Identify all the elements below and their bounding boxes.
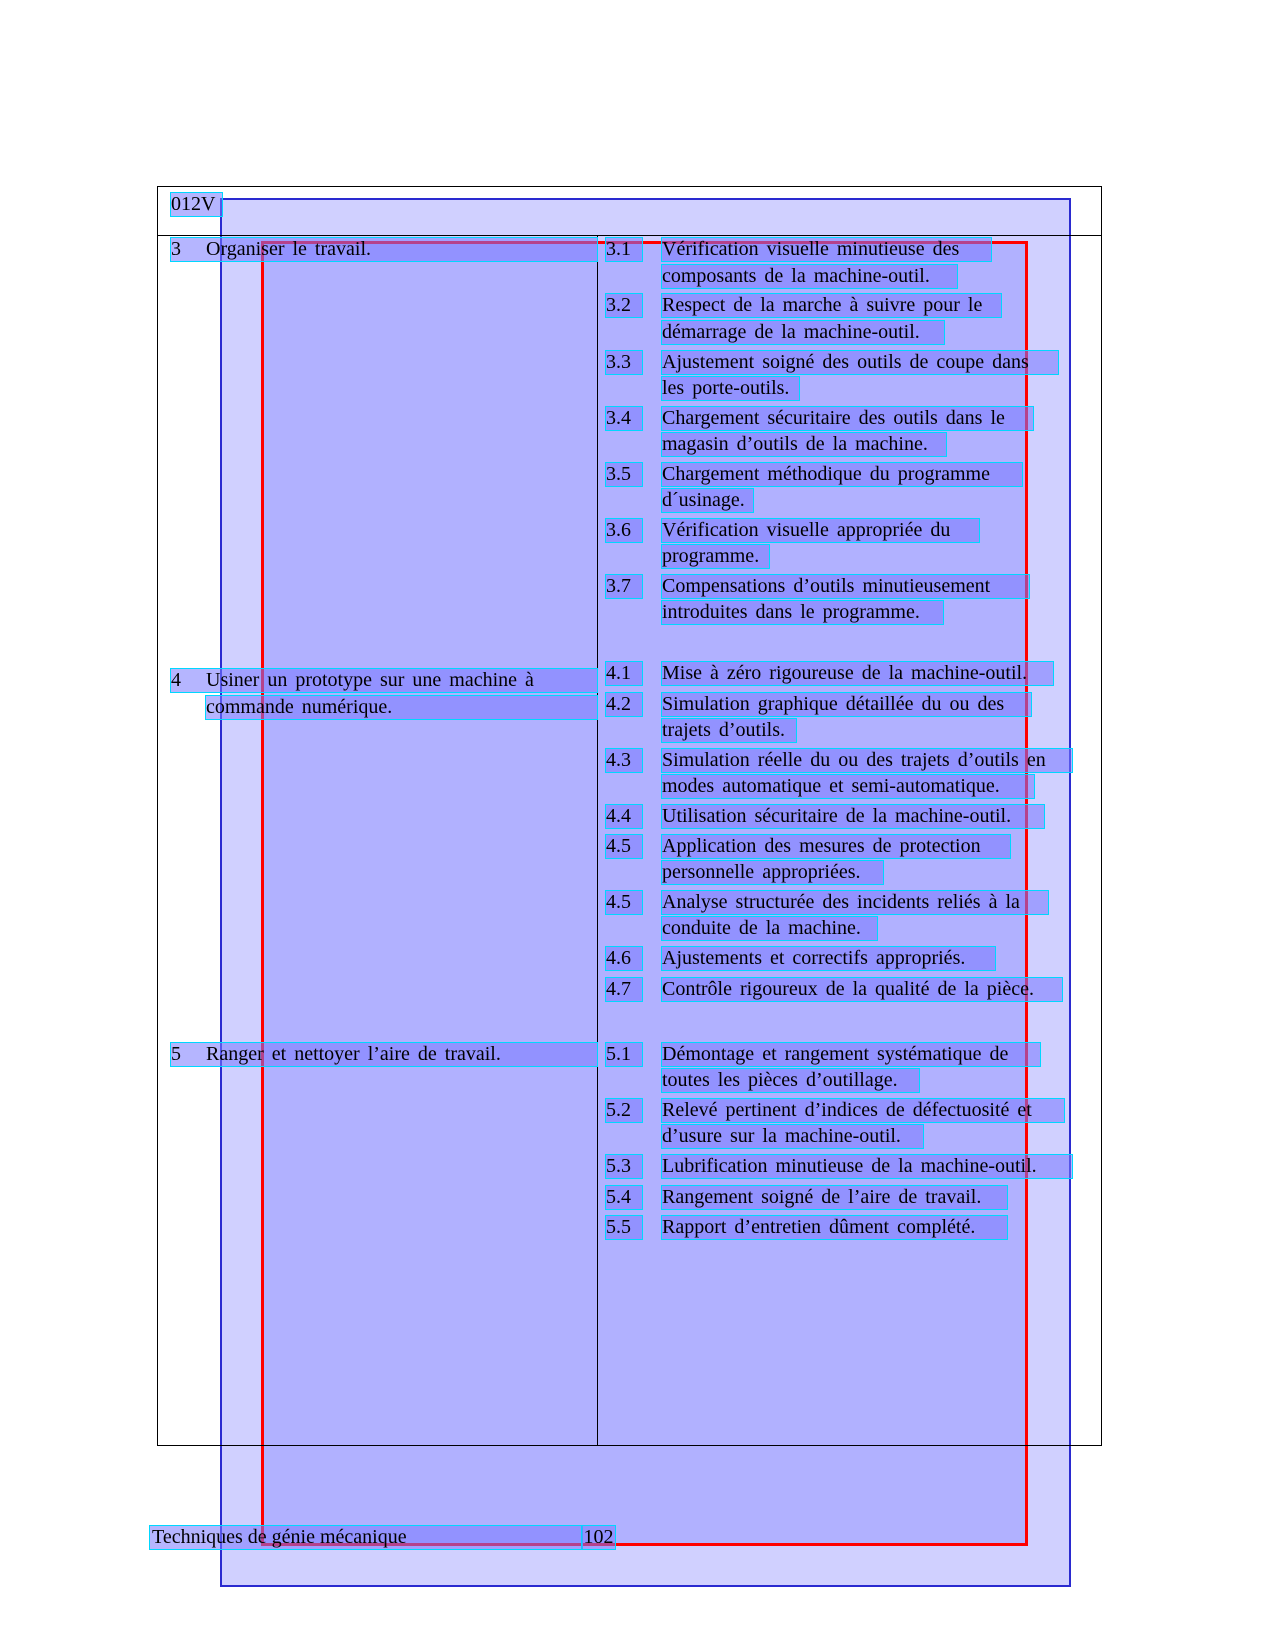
criterion-number: 5.5 — [606, 1216, 642, 1239]
criterion-text: Lubrification minutieuse de la machine-outil. — [662, 1155, 1072, 1178]
criterion-text: conduite de la machine. — [662, 917, 877, 940]
criterion-number: 3.2 — [606, 294, 642, 317]
criterion-text: composants de la machine-outil. — [662, 265, 957, 288]
criterion-number: 3.1 — [606, 238, 642, 261]
code-label: 012V — [171, 193, 222, 216]
column-divider — [597, 236, 598, 1446]
criterion-text: Compensations d’outils minutieusement — [662, 575, 1029, 598]
criterion-number: 3.3 — [606, 351, 642, 374]
criterion-number: 5.1 — [606, 1043, 642, 1066]
criterion-number: 4.7 — [606, 978, 642, 1001]
element-text: Usiner un prototype sur une machine à — [206, 669, 534, 691]
criterion-text: d’usure sur la machine-outil. — [662, 1125, 923, 1148]
criterion-text: Simulation graphique détaillée du ou des — [662, 693, 1031, 716]
criterion-text: Ajustements et correctifs appropriés. — [662, 947, 995, 970]
element-number: 4 — [171, 669, 181, 691]
criterion-text: Rangement soigné de l’aire de travail. — [662, 1186, 1007, 1209]
criterion-text: programme. — [662, 545, 769, 568]
criterion-number: 4.6 — [606, 947, 642, 970]
criterion-number: 4.4 — [606, 805, 642, 828]
criterion-number: 5.2 — [606, 1099, 642, 1122]
element-number: 5 — [171, 1043, 181, 1065]
criterion-number: 4.5 — [606, 891, 642, 914]
criterion-text: démarrage de la machine-outil. — [662, 321, 944, 344]
criterion-number: 4.5 — [606, 835, 642, 858]
criterion-number: 3.5 — [606, 463, 642, 486]
criterion-number: 5.4 — [606, 1186, 642, 1209]
criterion-text: d´usinage. — [662, 489, 753, 512]
criterion-text: Relevé pertinent d’indices de défectuosité et — [662, 1099, 1064, 1122]
element-text-continued: commande numérique. — [206, 696, 597, 719]
criterion-number: 4.1 — [606, 662, 642, 685]
element-row — [171, 669, 597, 692]
element-row — [171, 238, 597, 261]
criterion-number: 5.3 — [606, 1155, 642, 1178]
criterion-text: introduites dans le programme. — [662, 601, 943, 624]
criterion-text: Respect de la marche à suivre pour le — [662, 294, 1001, 317]
criterion-number: 3.6 — [606, 519, 642, 542]
footer-page-number: 102 — [583, 1526, 614, 1548]
criterion-number: 3.4 — [606, 407, 642, 430]
header-rule — [157, 235, 1102, 236]
criterion-text: personnelle appropriées. — [662, 861, 883, 884]
element-row — [171, 1043, 597, 1066]
footer-program: Techniques de génie mécanique — [150, 1526, 582, 1549]
criterion-text: Chargement méthodique du programme — [662, 463, 1022, 486]
criterion-text: Analyse structurée des incidents reliés à la — [662, 891, 1048, 914]
criterion-number: 3.7 — [606, 575, 642, 598]
criterion-text: toutes les pièces d’outillage. — [662, 1069, 919, 1092]
criterion-text: Vérification visuelle minutieuse des — [662, 238, 991, 261]
criterion-text: Contrôle rigoureux de la qualité de la pièce. — [662, 978, 1062, 1001]
criterion-text: Chargement sécuritaire des outils dans le — [662, 407, 1033, 430]
criterion-text: Rapport d’entretien dûment complété. — [662, 1216, 1007, 1239]
criterion-text: modes automatique et semi-automatique. — [662, 775, 1034, 798]
element-text: Organiser le travail. — [206, 238, 372, 260]
criterion-number: 4.3 — [606, 749, 642, 772]
criterion-text: Mise à zéro rigoureuse de la machine-outil. — [662, 662, 1053, 685]
criterion-text: Ajustement soigné des outils de coupe dans — [662, 351, 1058, 374]
element-text: Ranger et nettoyer l’aire de travail. — [206, 1043, 501, 1065]
criterion-text: les porte-outils. — [662, 377, 799, 400]
criterion-text: Application des mesures de protection — [662, 835, 1010, 858]
criterion-text: Vérification visuelle appropriée du — [662, 519, 979, 542]
criterion-text: Démontage et rangement systématique de — [662, 1043, 1040, 1066]
criterion-text: trajets d’outils. — [662, 719, 796, 742]
element-number: 3 — [171, 238, 181, 260]
criterion-text: Simulation réelle du ou des trajets d’outils en — [662, 749, 1072, 772]
criterion-text: magasin d’outils de la machine. — [662, 433, 946, 456]
criterion-number: 4.2 — [606, 693, 642, 716]
criterion-text: Utilisation sécuritaire de la machine-outil. — [662, 805, 1044, 828]
